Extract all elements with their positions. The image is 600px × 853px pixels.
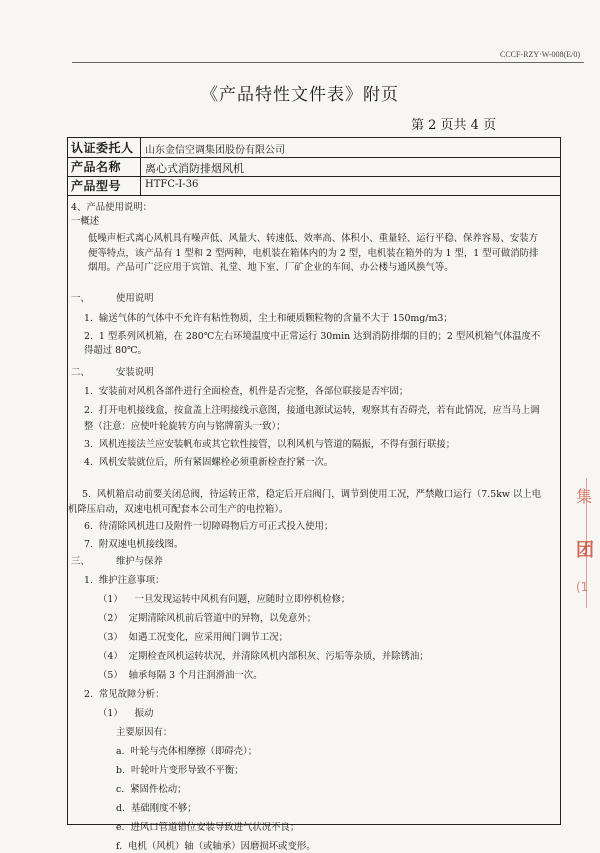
page-title: 《产品特性文件表》附页: [201, 85, 399, 105]
usage-number: 一、: [71, 293, 90, 304]
model-label: 产品型号: [71, 179, 122, 193]
cause-a: a. 叶轮与壳体相摩擦（即碍壳）；: [116, 746, 258, 757]
row-client: [68, 138, 560, 158]
cause-e: e. 进风口管道错位安装导致进气状况不良；: [116, 822, 300, 833]
row-name: [68, 157, 560, 177]
page-number: 第 2 页共 4 页: [411, 118, 497, 133]
maint-item-1-5: （5） 轴承每隔 3 个月注润滑油一次。: [98, 670, 263, 681]
maint-title: 维护与保养: [116, 556, 163, 567]
vibration-title: （1） 振动: [98, 708, 154, 719]
cause-d: d. 基础刚度不够；: [116, 803, 197, 814]
cause-b: b. 叶轮叶片变形导致不平衡；: [116, 765, 244, 776]
name-value: 离心式消防排烟风机: [145, 162, 244, 175]
usage-item-1: 1. 输送气体的气体中不允许有粘性物质，尘土和硬质颗粒物的含量不大于 150mg/m3；: [84, 313, 453, 324]
install-item-5: 5. 风机箱启动前要关闭总阀，待运转正常，稳定后开启阀门，调节到使用工况，严禁敞口运行（7.5kw 以上电机降压启动，双速电机可配套本公司生产的电控箱）。: [68, 489, 542, 515]
install-title: 安装说明: [116, 367, 154, 378]
name-label: 产品名称: [71, 160, 122, 174]
seal-text-2: 团: [576, 540, 594, 561]
form-frame: [67, 137, 561, 852]
seal-text-1: 集: [576, 487, 593, 506]
overview-title: 一概述: [71, 216, 100, 227]
section-4-title: 4、产品使用说明：: [71, 202, 152, 213]
client-value: 山东金信空调集团股份有限公司: [145, 145, 285, 156]
maint-item-1-3: （3） 如遇工况变化，应采用阀门调节工况；: [98, 632, 289, 643]
maint-item-1-1: （1） 一旦发现运转中风机有问题，应随时立即停机检修；: [98, 594, 351, 605]
install-item-7: 7. 附双速电机接线图。: [84, 539, 184, 550]
maint-item-1-4: （4） 定期检查风机运转状况，并清除风机内部积灰、污垢等杂质，并除锈油；: [98, 651, 429, 662]
cause-f: f. 电机（风机）轴（或轴承）因磨损坏或变形。: [116, 841, 316, 852]
doc-code: CCCF-RZY·W-008(E/0): [500, 50, 580, 59]
install-item-3: 3. 风机连接法兰应安装帆布或其它软性接管，以利风机与管道的隔振，不得有强行联接；: [84, 439, 456, 450]
install-item-2: 2. 打开电机接线盒，按盒盖上注明接线示意图，接通电源试运转，观察其有否碍壳，若有此情况，应当马上调整（注意：应使叶轮旋转方向与铭牌箭头一致）；: [84, 405, 540, 432]
seal-text-3: (1: [576, 580, 589, 594]
row-model: [68, 176, 560, 196]
usage-title: 使用说明: [116, 293, 154, 304]
install-item-1: 1. 安装前对风机各部件进行全面检查，机件是否完整，各部位联接是否牢固；: [84, 386, 409, 397]
client-label: 认证委托人: [71, 141, 134, 155]
cause-c: c. 紧固件松动；: [116, 784, 187, 795]
maint-item-1: 1. 维护注意事项：: [84, 575, 165, 586]
install-item-6: 6. 待清除风机进口及附件一切障碍物后方可正式投入使用；: [84, 521, 334, 532]
usage-item-2: 2. 1 型系列风机箱，在 280℃左右环境温度中正常运行 30min 达到消防排烟的目的；2 型风机箱气体温度不得超过 80℃。: [84, 331, 541, 356]
maint-item-1-2: （2） 定期清除风机前后管道中的异物，以免意外；: [98, 613, 317, 624]
causes-title: 主要原因有：: [116, 727, 173, 738]
overview-text: 低噪声柜式离心风机具有噪声低、风量大、转速低、效率高、体积小、重量轻、运行平稳、保养容易、安装方便等特点，该产品有 1 型和 2 型两种，电机装在箱体内的为 2 型，电机装在箱外的为 1 型，1 型可做消防排烟用。产品可广泛应用于宾馆、礼堂、地下室、厂矿企业的车间、办公楼与通风换气等。: [88, 233, 539, 273]
install-number: 二、: [71, 367, 90, 378]
maint-item-2: 2. 常见故障分析：: [84, 689, 165, 700]
header-divider: [140, 138, 141, 195]
maint-number: 三、: [71, 556, 90, 567]
header-rule: [72, 62, 584, 63]
install-item-4: 4. 风机安装就位后，所有紧固螺栓必须重新检查拧紧一次。: [84, 457, 334, 468]
model-value: HTFC-I-36: [145, 179, 199, 190]
